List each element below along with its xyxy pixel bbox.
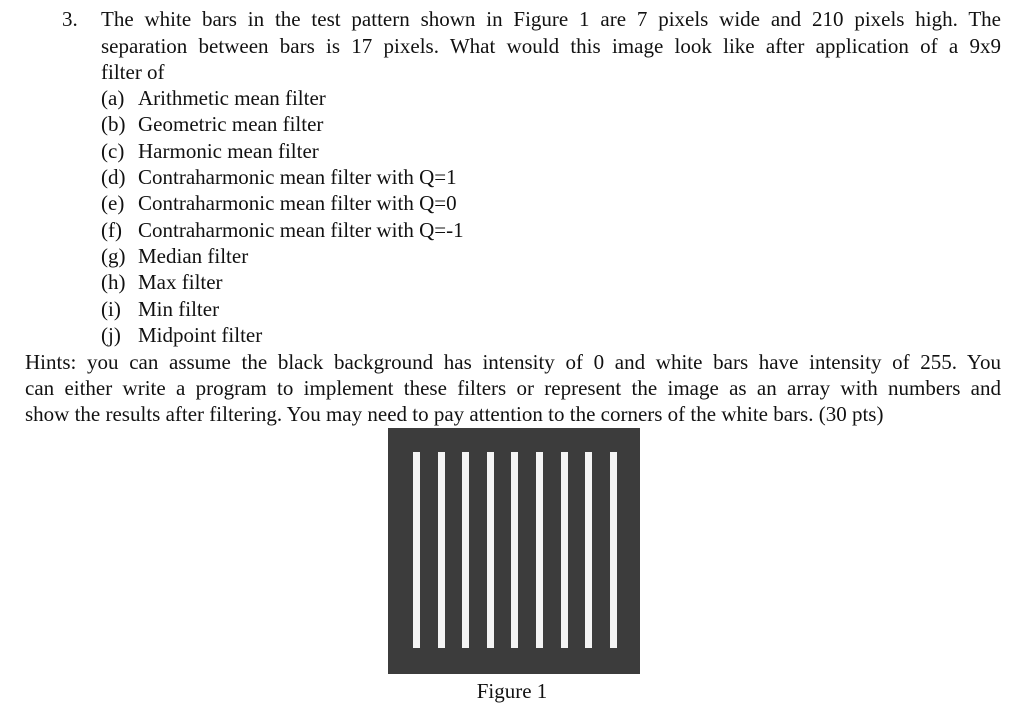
option-i <box>101 296 219 322</box>
hint-line-2: can either write a program to implement these filters or represent the image as an array with numbers and <box>25 376 1001 400</box>
white-bar <box>536 452 543 648</box>
question-number: 3. <box>62 7 78 31</box>
prompt-line-3: filter of <box>101 60 165 84</box>
hint-line-3: show the results after filtering. You may need to pay attention to the corners of the white bars. (30 pts) <box>25 402 884 426</box>
option-text: Contraharmonic mean filter with Q=0 <box>138 191 457 215</box>
prompt-line-1: The white bars in the test pattern shown in Figure 1 are 7 pixels wide and 210 pixels high. The <box>101 7 1001 31</box>
option-e <box>101 190 457 216</box>
option-c <box>101 138 319 164</box>
hint-line-1: Hints: you can assume the black background has intensity of 0 and white bars have intensity of 255. You <box>25 350 1001 374</box>
option-f <box>101 217 464 243</box>
white-bar <box>511 452 518 648</box>
prompt-line-2: separation between bars is 17 pixels. What would this image look like after application of a 9x9 <box>101 34 1001 58</box>
white-bar <box>561 452 568 648</box>
option-text: Harmonic mean filter <box>138 139 319 163</box>
option-label: (a) <box>101 86 125 110</box>
option-text: Max filter <box>138 270 223 294</box>
white-bar <box>413 452 420 648</box>
option-a <box>101 85 326 111</box>
option-text: Contraharmonic mean filter with Q=1 <box>138 165 457 189</box>
option-j <box>101 322 262 348</box>
option-label: (h) <box>101 270 126 294</box>
option-text: Contraharmonic mean filter with Q=-1 <box>138 218 464 242</box>
option-label: (g) <box>101 244 126 268</box>
option-label: (d) <box>101 165 126 189</box>
option-b <box>101 111 323 137</box>
white-bar <box>585 452 592 648</box>
option-text: Min filter <box>138 297 220 321</box>
option-label: (e) <box>101 191 125 215</box>
option-text: Median filter <box>138 244 249 268</box>
white-bar <box>487 452 494 648</box>
option-text: Midpoint filter <box>138 323 263 347</box>
white-bar <box>438 452 445 648</box>
test-pattern-figure <box>388 428 640 674</box>
white-bar <box>610 452 617 648</box>
figure-caption: Figure 1 <box>476 679 548 703</box>
option-label: (b) <box>101 112 126 136</box>
option-h <box>101 269 223 295</box>
option-label: (f) <box>101 218 122 242</box>
option-label: (c) <box>101 139 125 163</box>
option-g <box>101 243 248 269</box>
option-label: (i) <box>101 297 121 321</box>
option-label: (j) <box>101 323 121 347</box>
white-bar <box>462 452 469 648</box>
option-text: Arithmetic mean filter <box>138 86 326 110</box>
option-d <box>101 164 457 190</box>
option-text: Geometric mean filter <box>138 112 324 136</box>
